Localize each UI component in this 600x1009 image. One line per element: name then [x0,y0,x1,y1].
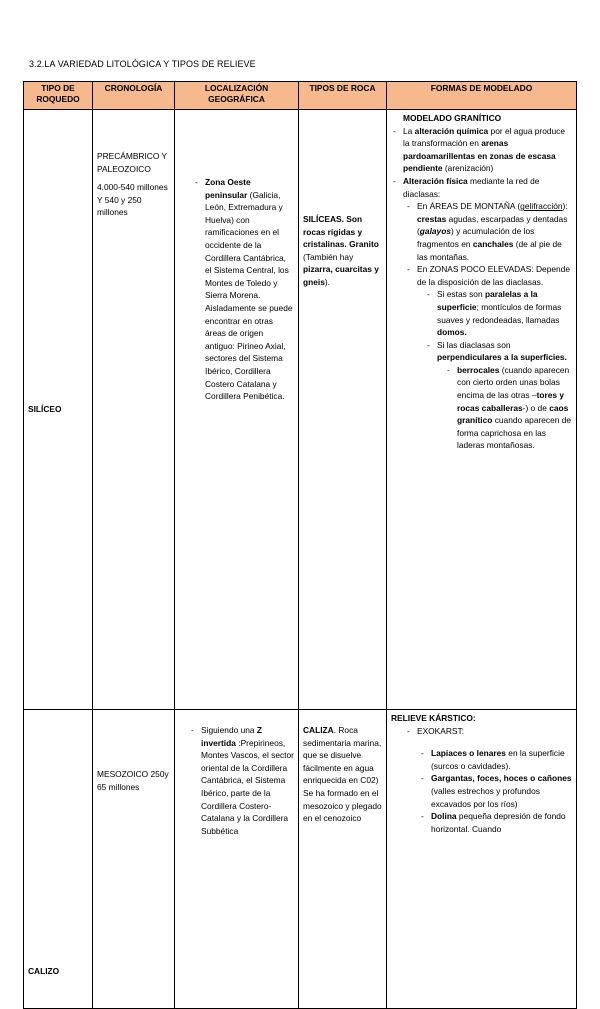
roca-siliceo-bold: SILÍCEAS. Son rocas rígidas y cristalinas. Granito [303,214,379,250]
mod-alteracion-fisica: - Alteración física mediante la red de diaclasas: [403,175,572,200]
mod-perpendiculares: - Si las diaclasas son perpendiculares a la superficies. [437,339,572,364]
loc-siliceo-bold: Zona Oeste peninsular [205,177,251,200]
roca-calizo: CALIZA. Roca sedimentaria marina, que se disuelve fácilmente en agua enriquecida en C02) Se ha formado en el mesozoico y plegado en el cenozoico [299,710,387,1009]
mod-exokarst: - EXOKARST: [417,725,572,738]
table-row-siliceo [24,110,577,710]
mod-lapiaces: - Lapiaces o lenares en la superficie (surcos o cavidades). [431,747,572,772]
modelado-calizo [387,710,577,1009]
roca-siliceo-text1: (También hay [303,251,354,262]
crono-siliceo-era: PRECÁMBRICO Y PALEOZOICO [97,151,167,174]
loc-calizo: - Siguiendo una Z invertida :Prepirineos, Montes Vascos, el sector oriental de la Cordillera Cantábrica, el Sistema Ibérico, parte de la Cordillera Costero-Catalana y la Cordillera Subbética [175,710,299,1009]
crono-siliceo [93,110,175,710]
table-header-row [24,82,577,110]
loc-siliceo-text: (Galicia, León, Extremadura y Huelva) con ramificaciones en el occidente de la Cordillera Cantábrica, el Sistema Central, los Montes de Toledo y Sierra Morena. Aisladamente se puede encontrar en otras áreas de origen antiguo: Pirineo Axial, sectores del Sistema Ibérico, Cordillera Costero Catalana y Cordillera Penibética. [205,189,293,402]
header-localizacion: LOCALIZACIÓN GEOGRÁFICA [175,82,299,110]
crono-calizo: MESOZOICO 250y 65 millones [93,710,175,1009]
header-cronologia: CRONOLOGÍA [93,82,175,110]
header-tipo-roquedo: TIPO DE ROQUEDO [24,82,93,110]
roca-siliceo-text2: ). [324,276,330,287]
table-row-calizo [24,710,577,1009]
mod-berrocales: - berrocales (cuando aparecen con cierto orden unas bolas encima de las otras –tores y rocas caballeras-) o de caos granítico cuando aparecen de forma caprichosa en las laderas montañosas. [457,364,572,452]
roca-siliceo-bold2: pizarra, cuarcitas y gneis [303,264,379,287]
modelado-siliceo [387,110,577,710]
mod-paralelas: - Si estas son paralelas a la superficie; montículos de formas suaves y redondeadas, llamadas domos. [437,288,572,338]
relief-table [23,81,577,1009]
mod-zonas-poco-elevadas: - En ZONAS POCO ELEVADAS: Depende de la disposición de las diaclasas. [417,263,572,288]
mod-areas-montana: - En ÁREAS DE MONTAÑA (gelifracción): crestas agudas, escarpadas y dentadas (galayos) y acumulación de los fragmentos en canchales (de al pie de las montañas. [417,200,572,263]
header-formas-modelado: FORMAS DE MODELADO [387,82,577,110]
mod-dolina: - Dolina pequeña depresión de fondo horizontal. Cuando [431,810,572,835]
mod-alteracion-quimica: - La alteración química por el agua produce la transformación en arenas pardoamarillentas en zonas de escasa pendiente (arenización) [403,125,572,175]
modelado-granitico-title: MODELADO GRANÍTICO [403,113,502,123]
section-heading: 3.2.LA VARIEDAD LITOLÓGICA Y TIPOS DE RELIEVE [29,59,256,69]
relieve-karstico-title: RELIEVE KÁRSTICO: [391,713,476,723]
roca-siliceo [299,110,387,710]
mod-gargantas: - Gargantas, foces, hoces o cañones (valles estrechos y profundos excavados por los ríos) [431,772,572,810]
tipo-siliceo: SILÍCEO [24,110,93,710]
header-tipos-roca: TIPOS DE ROCA [299,82,387,110]
loc-siliceo [175,110,299,710]
crono-siliceo-years: 4.000-540 millones Y 540 y 250 millones [97,182,168,218]
tipo-calizo: CALIZO [24,710,93,1009]
